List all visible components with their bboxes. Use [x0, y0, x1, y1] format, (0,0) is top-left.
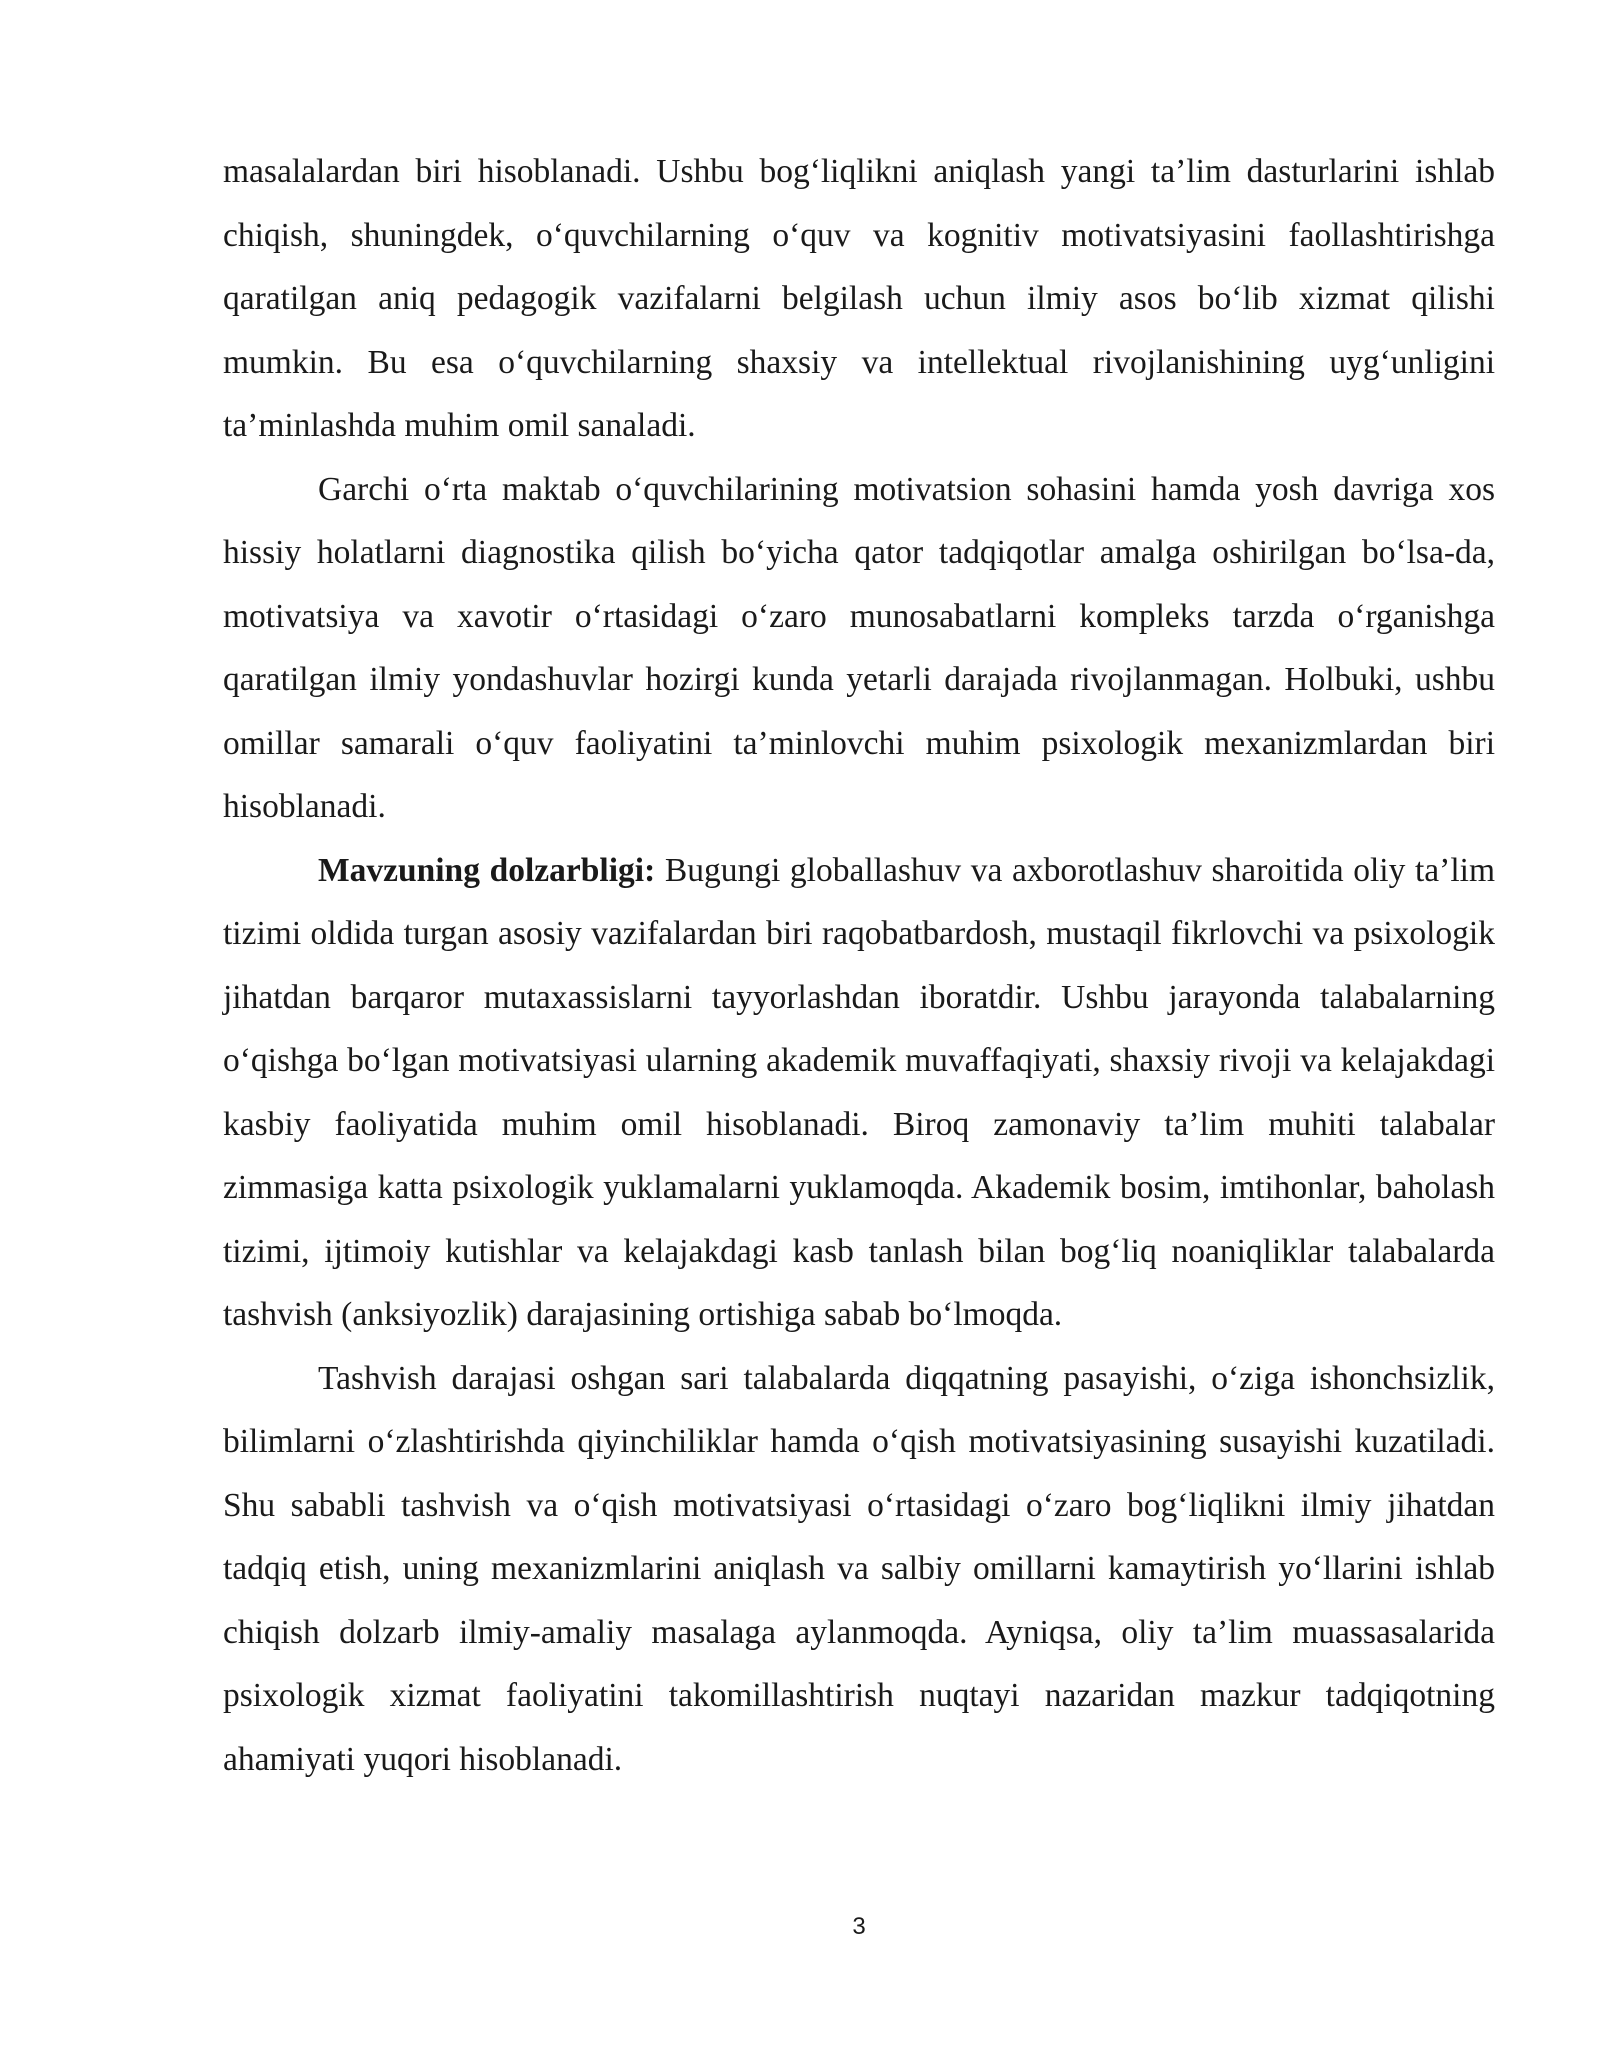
paragraph-3	[223, 839, 1495, 1347]
paragraph-1-text: masalalardan biri hisoblanadi. Ushbu bog‘liqlikni aniqlash yangi ta’lim dasturlarini ishlab chiqish, shuningdek, o‘quvchilarning o‘quv va kognitiv motivatsiyasini faollashtirishga qaratilgan aniq pedagogik vazifalarni belgilash uchun ilmiy asos bo‘lib xizmat qilishi mumkin. Bu esa o‘quvchilarning shaxsiy va intellektual rivojlanishining uyg‘unligini ta’minlashda muhim omil sanaladi.	[223, 153, 1495, 444]
paragraph-3-text: Bugungi globallashuv va axborotlashuv sharoitida oliy ta’lim tizimi oldida turgan asosiy vazifalardan biri raqobatbardosh, mustaqil fikrlovchi va psixologik jihatdan barqaror mutaxassislarni tayyorlashdan iboratdir. Ushbu jarayonda talabalarning o‘qishga bo‘lgan motivatsiyasi ularning akademik muvaffaqiyati, shaxsiy rivoji va kelajakdagi kasbiy faoliyatida muhim omil hisoblanadi. Biroq zamonaviy ta’lim muhiti talabalar zimmasiga katta psixologik yuklamalarni yuklamoqda. Akademik bosim, imtihonlar, baholash tizimi, ijtimoiy kutishlar va kelajakdagi kasb tanlash bilan bog‘liq noaniqliklar talabalarda tashvish (anksiyozlik) darajasining ortishiga sabab bo‘lmoqda.	[223, 851, 1496, 1333]
paragraph-4	[223, 1347, 1495, 1792]
section-heading-relevance: Mavzuning dolzarbligi:	[318, 851, 656, 889]
paragraph-4-text: Tashvish darajasi oshgan sari talabalarda diqqatning pasayishi, o‘ziga ishonchsizlik, bilimlarni o‘zlashtirishda qiyinchiliklar hamda o‘qish motivatsiyasining susayishi kuzatiladi. Shu sababli tashvish va o‘qish motivatsiyasi o‘rtasidagi o‘zaro bog‘liqlikni ilmiy jihatdan tadqiq etish, uning mexanizmlarini aniqlash va salbiy omillarni kamaytirish yo‘llarini ishlab chiqish dolzarb ilmiy-amaliy masalaga aylanmoqda. Ayniqsa, oliy ta’lim muassasalarida psixologik xizmat faoliyatini takomillashtirish nuqtayi nazaridan mazkur tadqiqotning ahamiyati yuqori hisoblanadi.	[223, 1359, 1495, 1778]
document-body	[223, 140, 1495, 1791]
paragraph-1	[223, 140, 1495, 458]
paragraph-2-text: Garchi o‘rta maktab o‘quvchilarining motivatsion sohasini hamda yosh davriga xos hissiy holatlarni diagnostika qilish bo‘yicha qator tadqiqotlar amalga oshirilgan bo‘lsa-da, motivatsiya va xavotir o‘rtasidagi o‘zaro munosabatlarni kompleks tarzda o‘rganishga qaratilgan ilmiy yondashuvlar hozirgi kunda yetarli darajada rivojlanmagan. Holbuki, ushbu omillar samarali o‘quv faoliyatini ta’minlovchi muhim psixologik mexanizmlardan biri hisoblanadi.	[223, 470, 1495, 825]
paragraph-2	[223, 458, 1495, 839]
page-number: 3	[852, 1913, 866, 1940]
